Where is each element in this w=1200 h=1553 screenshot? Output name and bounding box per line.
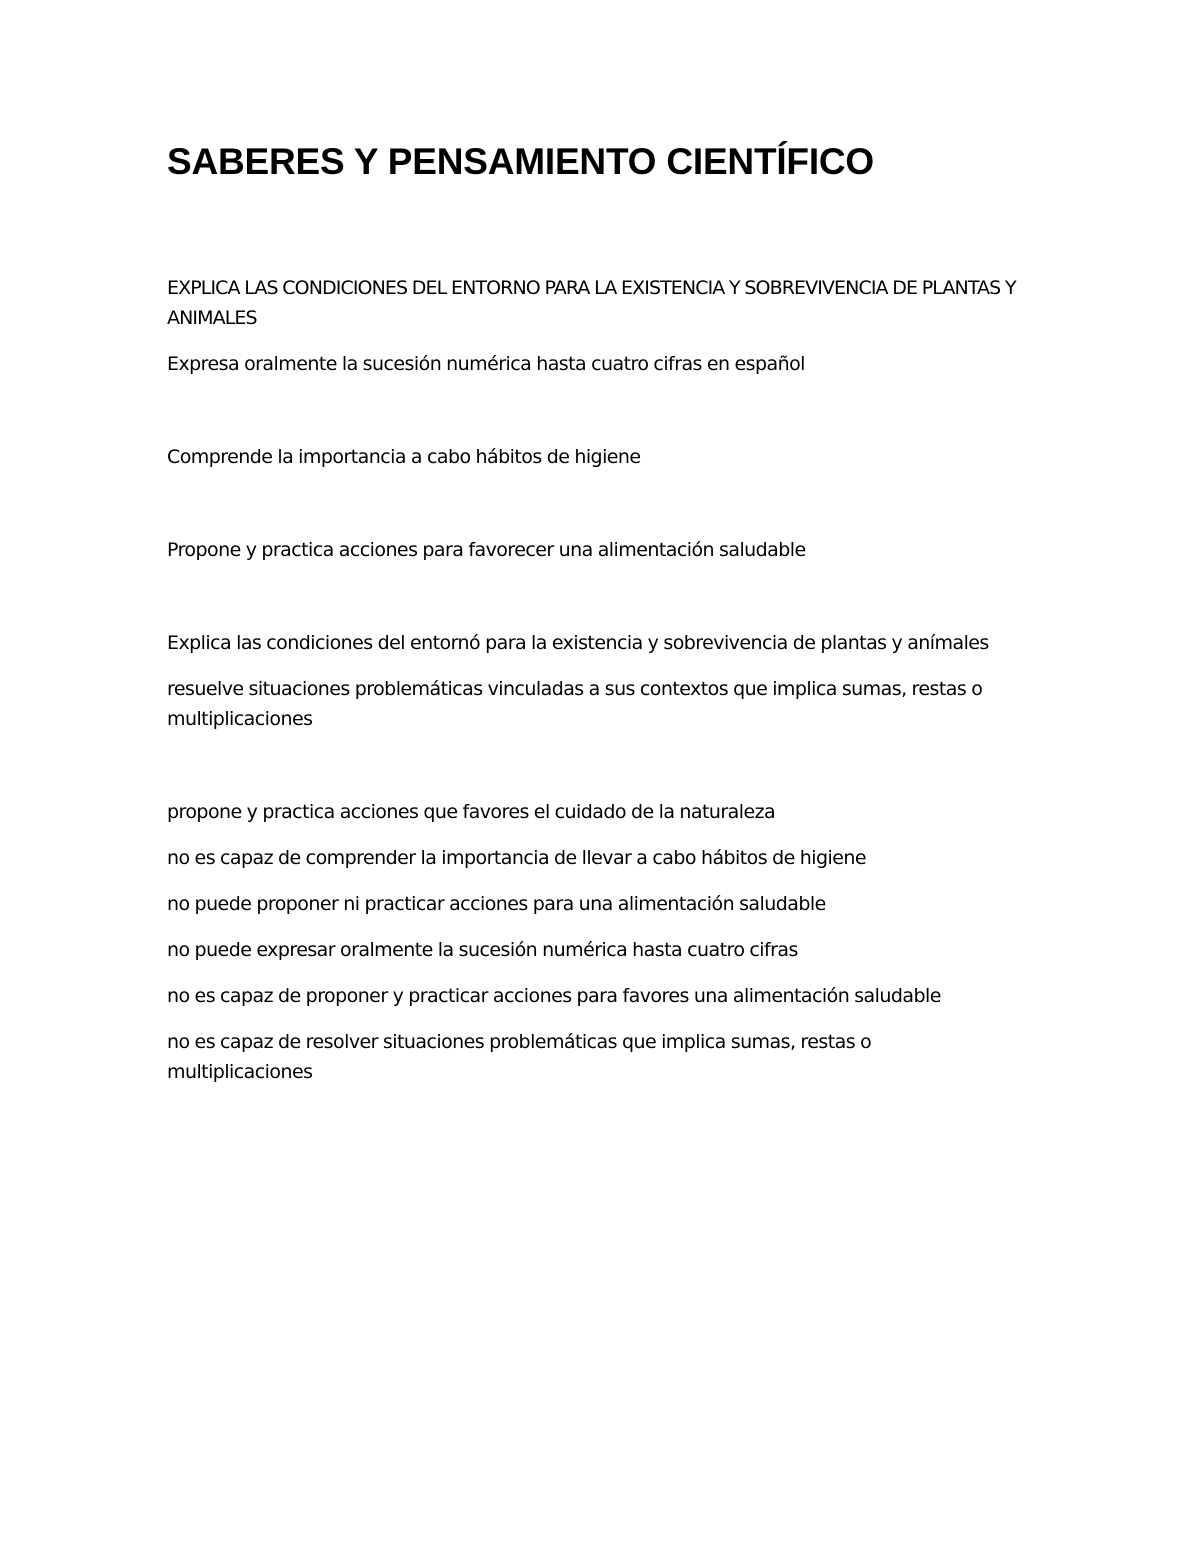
paragraph: no es capaz de comprender la importancia de llevar a cabo hábitos de higiene <box>167 847 866 869</box>
paragraph: Explica las condiciones del entornó para la existencia y sobrevivencia de plantas y anímales <box>167 632 989 654</box>
paragraph: no puede proponer ni practicar acciones para una alimentación saludable <box>167 893 826 915</box>
paragraph: no es capaz de proponer y practicar acciones para favores una alimentación saludable <box>167 985 941 1007</box>
paragraph: resuelve situaciones problemáticas vinculadas a sus contextos que implica sumas, restas o multiplicaciones <box>167 678 983 730</box>
paragraph-heading-caps: EXPLICA LAS CONDICIONES DEL ENTORNO PARA LA EXISTENCIA Y SOBREVIVENCIA DE PLANTAS Y ANIMALES <box>167 277 1016 329</box>
paragraph: Propone y practica acciones para favorecer una alimentación saludable <box>167 539 806 561</box>
paragraph: no es capaz de resolver situaciones problemáticas que implica sumas, restas o multiplicaciones <box>167 1031 872 1083</box>
document-body <box>167 138 1047 1087</box>
page-title: SABERES Y PENSAMIENTO CIENTÍFICO <box>167 141 875 182</box>
paragraph: Comprende la importancia a cabo hábitos de higiene <box>167 446 641 468</box>
paragraph: no puede expresar oralmente la sucesión numérica hasta cuatro cifras <box>167 939 798 961</box>
paragraph: propone y practica acciones que favores el cuidado de la naturaleza <box>167 801 776 823</box>
paragraph: Expresa oralmente la sucesión numérica hasta cuatro cifras en español <box>167 353 805 375</box>
